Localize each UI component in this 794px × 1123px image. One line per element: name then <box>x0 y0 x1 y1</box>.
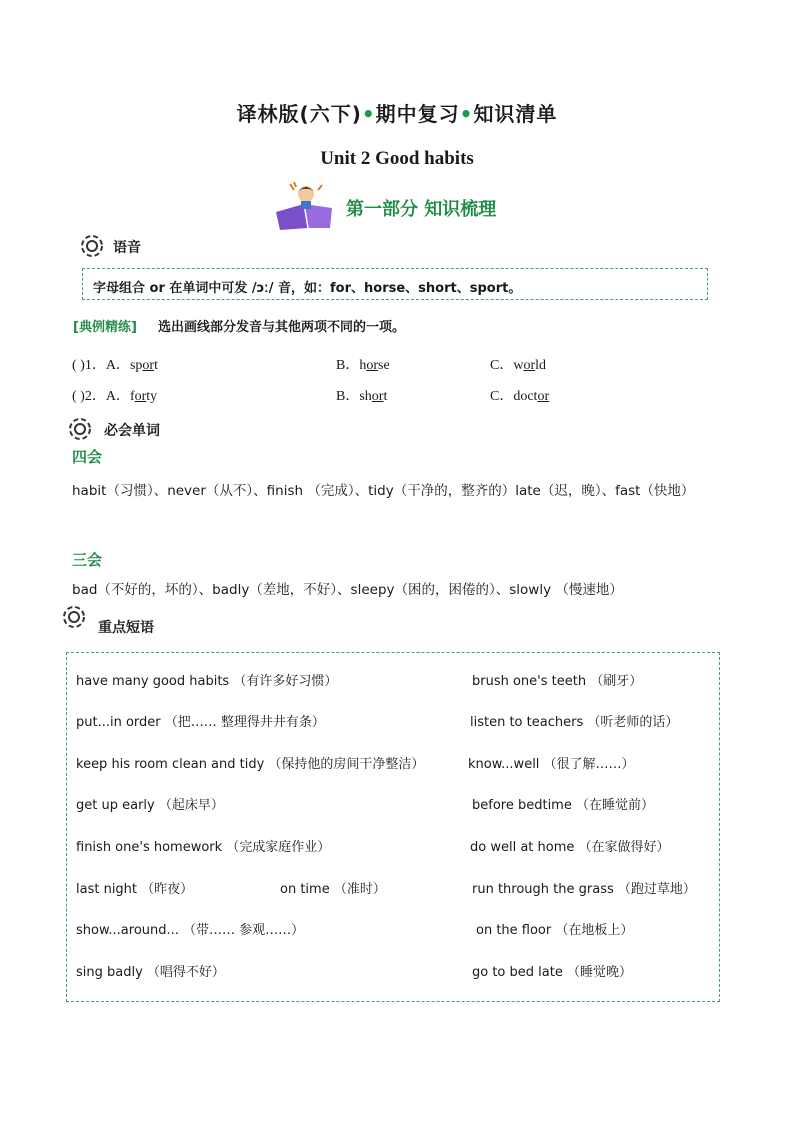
option-a-text-end: t <box>154 358 158 373</box>
title-part-1: 译林版(六下) <box>236 102 362 126</box>
phonics-rule: 字母组合 or 在单词中可发 /ɔː/ 音，如：for、horse、short、sport。 <box>93 281 522 296</box>
four-skills-heading: 四会 <box>72 448 103 466</box>
option-c-underline: or <box>523 358 536 373</box>
phrase-item: keep his room clean and tidy （保持他的房间干净整洁） <box>76 757 425 772</box>
option-b-text: B．sh <box>336 389 372 404</box>
phrase-item: finish one's homework （完成家庭作业） <box>76 840 331 855</box>
example-tag: [典例精练] <box>73 320 137 335</box>
question-1 <box>72 354 158 374</box>
option-b-text-end: se <box>378 358 390 373</box>
option-b-text-end: t <box>383 389 388 404</box>
phrase-item: show...around... （带…… 参观……） <box>76 923 305 938</box>
example-instruction: 选出画线部分发音与其他两项不同的一项。 <box>158 320 406 335</box>
phrase-item: go to bed late （睡觉晚） <box>472 965 632 980</box>
option-c-underline: or <box>537 389 550 404</box>
section-label-phrases: 重点短语 <box>98 620 154 636</box>
three-skills-words: bad（不好的，坏的）、badly（差地，不好）、sleepy（困的，困倦的）、slowly （慢速地） <box>72 582 623 598</box>
option-c-text: C．doct <box>490 389 538 404</box>
unit-title: Unit 2 Good habits <box>320 148 474 169</box>
question-2-option-c <box>490 385 549 405</box>
phrase-item: run through the grass （跑过草地） <box>472 882 696 897</box>
phrase-item: on time （准时） <box>280 882 386 897</box>
gear-icon <box>60 603 88 631</box>
option-a-text: f <box>129 389 135 404</box>
option-a-underline: or <box>134 389 147 404</box>
phrase-item: on the floor （在地板上） <box>476 923 634 938</box>
option-b-underline: or <box>371 389 384 404</box>
page-title <box>0 98 794 127</box>
question-1-option-c <box>490 354 546 374</box>
title-dot-1: • <box>361 102 376 126</box>
question-2-option-b <box>336 385 387 405</box>
three-skills-heading: 三会 <box>72 551 103 569</box>
option-b-underline: or <box>366 358 379 373</box>
four-skills-words: habit（习惯）、never（从不）、finish （完成）、tidy（干净的，整齐的）late（迟，晚）、fast（快地） <box>72 483 695 499</box>
question-1-option-b <box>336 354 390 374</box>
title-dot-2: • <box>459 102 474 126</box>
phrase-item: have many good habits （有许多好习惯） <box>76 674 338 689</box>
option-a-text-end: ty <box>146 389 158 404</box>
phrase-item: do well at home （在家做得好） <box>470 840 670 855</box>
phrase-item: before bedtime （在睡觉前） <box>472 798 654 813</box>
option-a-underline: or <box>142 358 155 373</box>
phrase-item: know...well （很了解……） <box>468 757 635 772</box>
reading-kid-icon <box>272 182 342 232</box>
phonics-rule-box <box>82 268 708 300</box>
section-label-phonics: 语音 <box>113 240 141 256</box>
gear-icon <box>78 232 106 260</box>
phrase-item: get up early （起床早） <box>76 798 224 813</box>
option-c-text-end: ld <box>535 358 547 373</box>
phrase-item: listen to teachers （听老师的话） <box>470 715 679 730</box>
phrase-item: brush one's teeth （刷牙） <box>472 674 643 689</box>
phrase-item: sing badly （唱得不好） <box>76 965 225 980</box>
option-c-text: C．w <box>490 358 524 373</box>
option-b-text: B．h <box>336 358 367 373</box>
question-number: ( )1．A． <box>72 358 130 373</box>
option-a-text: sp <box>129 358 143 373</box>
question-2 <box>72 385 157 405</box>
gear-icon <box>66 415 94 443</box>
phrase-item: put...in order （把…… 整理得井井有条） <box>76 715 325 730</box>
section-label-words: 必会单词 <box>104 423 160 439</box>
title-part-2: 期中复习 <box>375 102 460 126</box>
part-heading: 第一部分 知识梳理 <box>346 199 497 220</box>
phrases-box <box>66 652 720 1002</box>
title-part-3: 知识清单 <box>473 102 558 126</box>
phrase-item: last night （昨夜） <box>76 882 194 897</box>
question-number: ( )2．A． <box>72 389 130 404</box>
